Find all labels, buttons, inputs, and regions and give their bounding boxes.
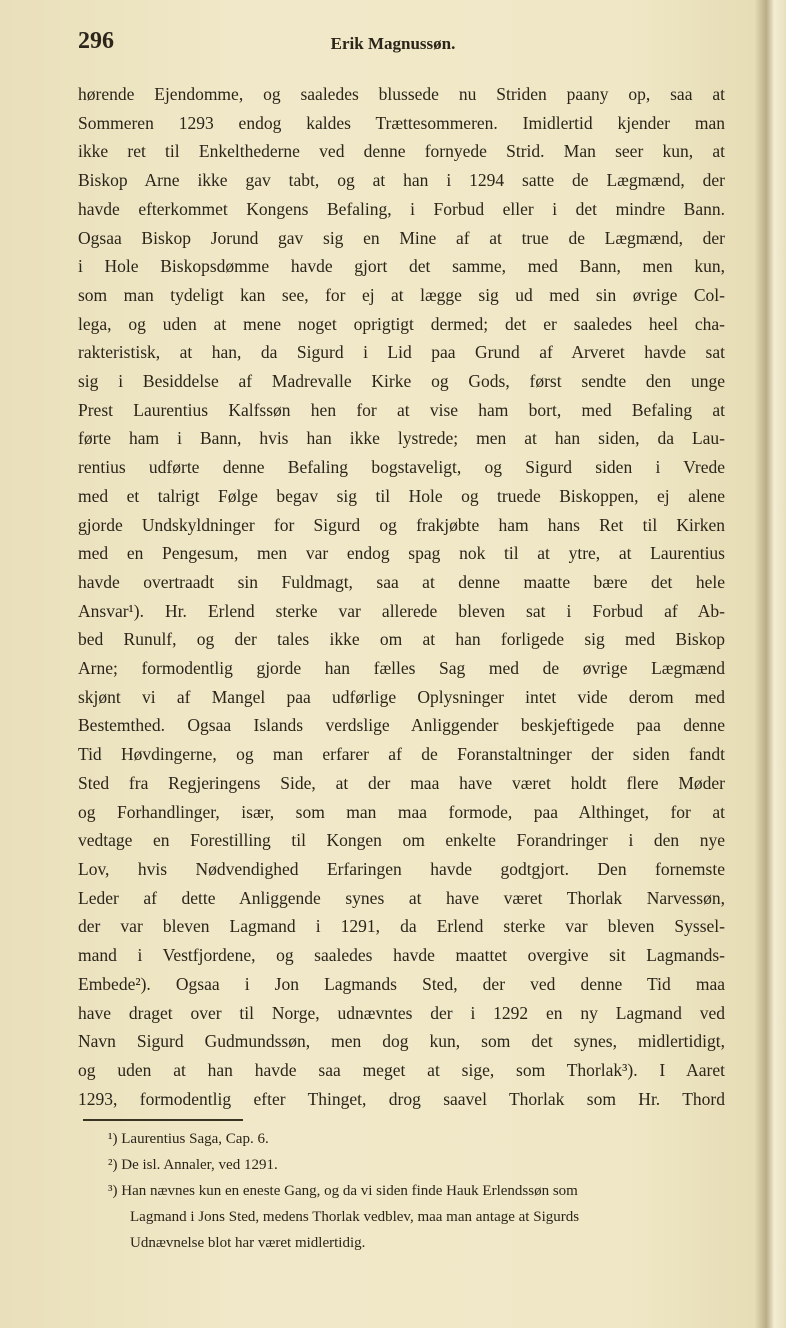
text-line: Lov, hvis Nødvendighed Erfaringen havde godtgjort. Den fornemste [78, 858, 725, 879]
text-line: Navn Sigurd Gudmundssøn, men dog kun, som det synes, midlertidigt, [78, 1031, 725, 1052]
text-line: Prest Laurentius Kalfssøn hen for at vise ham bort, med Befaling at [78, 399, 725, 420]
text-line: 1293, formodentlig efter Thinget, drog saavel Thorlak som Hr. Thord [78, 1088, 725, 1109]
text-line: rentius udførte denne Befaling bogstaveligt, og Sigurd siden i Vrede [78, 457, 725, 478]
text-line: i Hole Biskopsdømme havde gjort det samme, med Bann, men kun, [78, 256, 725, 277]
text-line: med et talrigt Følge begav sig til Hole og truede Biskoppen, ej alene [78, 485, 725, 506]
footnote-divider [83, 1119, 243, 1121]
text-line: Sommeren 1293 endog kaldes Trættesommeren. Imidlertid kjender man [78, 112, 725, 133]
text-line: lega, og uden at mene noget oprigtigt dermed; det er saaledes heel cha- [78, 313, 725, 334]
text-line: Ogsaa Biskop Jorund gav sig en Mine af at true de Lægmænd, der [78, 227, 725, 248]
running-title: Erik Magnussøn. [330, 34, 456, 53]
text-line: mand i Vestfjordene, og saaledes havde maattet overgive sit Lagmands- [78, 945, 725, 966]
footnote-3: ³) Han nævnes kun en eneste Gang, og da vi siden finde Hauk Erlendssøn som [108, 1183, 578, 1199]
text-line: Bestemthed. Ogsaa Islands verdslige Anliggender beskjeftigede paa denne [78, 715, 725, 736]
page-number: 296 [78, 28, 114, 54]
body-text [78, 80, 725, 1113]
text-line: med en Pengesum, men var endog spag nok til at ytre, at Laurentius [78, 543, 725, 564]
text-line: bed Runulf, og der tales ikke om at han forligede sig med Biskop [78, 629, 725, 650]
footnote-1: ¹) Laurentius Saga, Cap. 6. [108, 1131, 269, 1147]
text-line: Ansvar¹). Hr. Erlend sterke var allerede bleven sat i Forbud af Ab- [78, 600, 725, 621]
text-line: ikke ret til Enkelthederne ved denne fornyede Strid. Man seer kun, at [78, 141, 725, 162]
text-line: og Forhandlinger, især, som man maa formode, paa Althinget, for at [78, 801, 725, 822]
text-line: gjorde Undskyldninger for Sigurd og frakjøbte ham hans Ret til Kirken [78, 514, 725, 535]
text-line: rakteristisk, at han, da Sigurd i Lid paa Grund af Arveret havde sat [78, 342, 725, 363]
footnote-2: ²) De isl. Annaler, ved 1291. [108, 1157, 278, 1173]
text-line: sig i Besiddelse af Madrevalle Kirke og Gods, først sendte den unge [78, 371, 725, 392]
text-line: havde efterkommet Kongens Befaling, i Forbud eller i det mindre Bann. [78, 198, 725, 219]
text-line: Arne; formodentlig gjorde han fælles Sag med de øvrige Lægmænd [78, 658, 725, 679]
text-line: hørende Ejendomme, og saaledes blussede nu Striden paany op, saa at [78, 84, 725, 104]
text-line: Embede²). Ogsaa i Jon Lagmands Sted, der ved denne Tid maa [78, 973, 725, 994]
text-line: Sted fra Regjeringens Side, at der maa have været holdt flere Møder [78, 772, 725, 793]
text-line: have draget over til Norge, udnævntes der i 1292 en ny Lagmand ved [78, 1002, 725, 1023]
footnotes [108, 1126, 728, 1256]
text-line: som man tydeligt kan see, for ej at lægge sig ud med sin øvrige Col- [78, 284, 725, 305]
text-line: havde overtraadt sin Fuldmagt, saa at denne maatte bære det hele [78, 571, 725, 592]
text-line: og uden at han havde saa meget at sige, som Thorlak³). I Aaret [78, 1059, 725, 1080]
text-line: der var bleven Lagmand i 1291, da Erlend sterke var bleven Syssel- [78, 916, 725, 937]
text-line: førte ham i Bann, hvis han ikke lystrede; men at han siden, da Lau- [78, 428, 725, 449]
text-line: skjønt vi af Mangel paa udførlige Oplysninger intet vide derom med [78, 686, 725, 707]
text-line: vedtage en Forestilling til Kongen om enkelte Forandringer i den nye [78, 830, 725, 851]
footnote-3-cont: Lagmand i Jons Sted, medens Thorlak vedblev, maa man antage at Sigurds [130, 1209, 580, 1225]
text-line: Tid Høvdingerne, og man erfarer af de Foranstaltninger der siden fandt [78, 744, 725, 765]
text-line: Biskop Arne ikke gav tabt, og at han i 1294 satte de Lægmænd, der [78, 170, 725, 191]
footnote-3-cont: Udnævnelse blot har været midlertidig. [130, 1235, 366, 1251]
text-line: Leder af dette Anliggende synes at have været Thorlak Narvessøn, [78, 887, 725, 908]
